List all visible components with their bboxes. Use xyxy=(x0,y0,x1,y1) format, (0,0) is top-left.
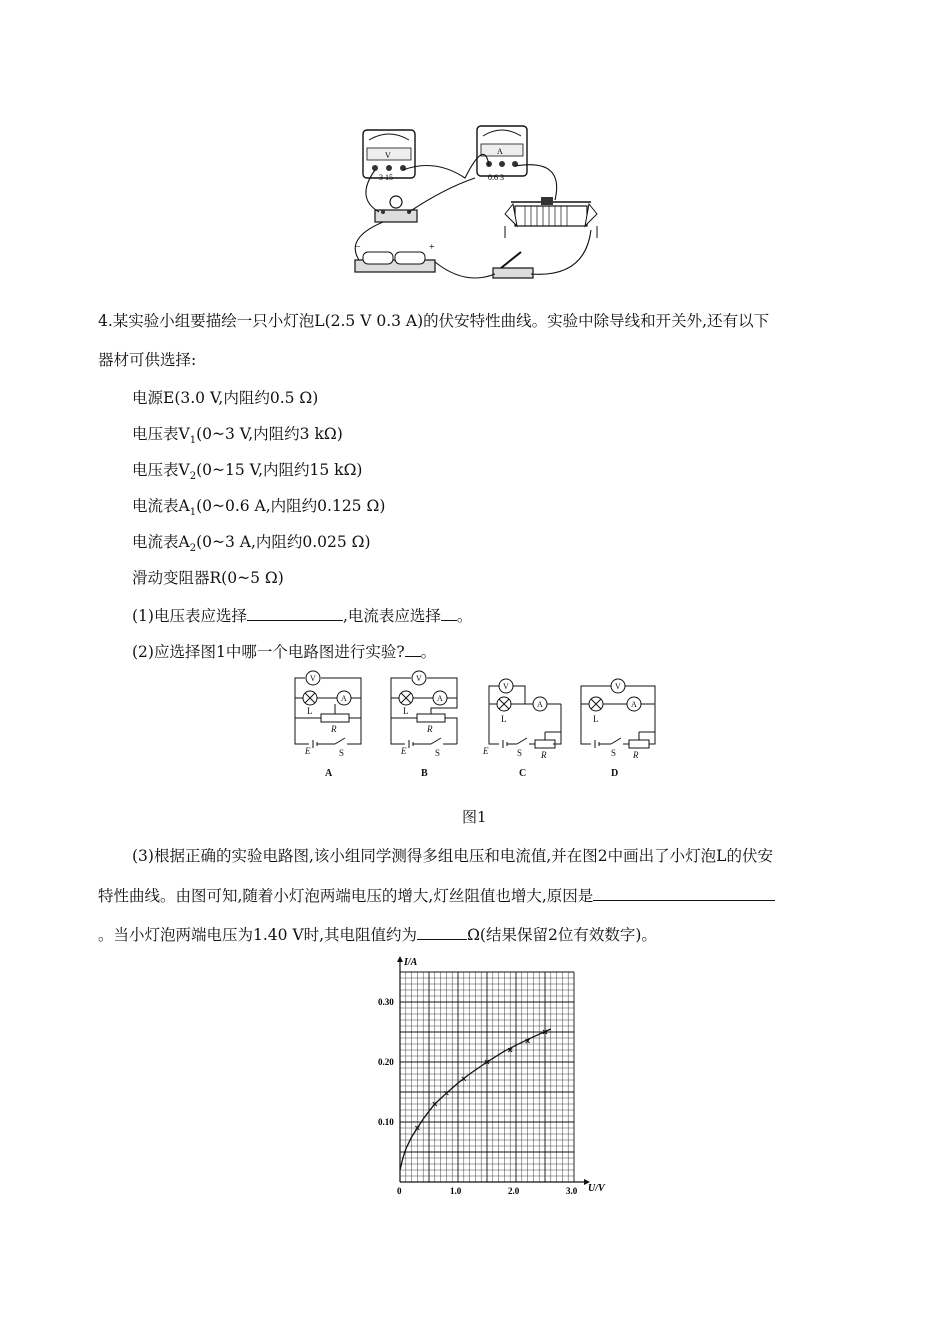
circuit-b-ammeter-label: A xyxy=(437,694,443,703)
equipment-item: 电流表$A_1(0\sim 0.6$ A,内阻约0.125 Ω) xyxy=(132,497,386,519)
equipment-item: 电源E(3.0 V,内阻约0.5 Ω) xyxy=(132,389,319,407)
question-intro-line1: 4.某实验小组要描绘一只小灯泡L(2.5 V 0.3 A)的伏安特性曲线。实验中除导线和开关外,还有以下 xyxy=(98,312,770,330)
circuit-d-voltmeter-label: V xyxy=(615,682,621,691)
ammeter-terminals: 0.6 3 xyxy=(488,173,504,182)
circuit-a-letter: A xyxy=(325,768,333,779)
circuit-b-voltmeter-label: V xyxy=(416,674,422,683)
answer-blank-voltmeter[interactable] xyxy=(247,604,343,621)
circuit-b xyxy=(391,671,457,748)
equipment-item: 电压表$V_2(0\sim 15$ V,内阻约15 kΩ) xyxy=(132,461,363,483)
circuit-c-voltmeter-label: V xyxy=(503,682,509,691)
circuit-a-ammeter-label: A xyxy=(341,694,347,703)
figure1-caption: 图1 xyxy=(462,808,487,826)
iu-characteristic-chart xyxy=(360,955,620,1200)
circuit-b-switch-label: S xyxy=(435,748,441,758)
question-part3-line2: 特性曲线。由图可知,随着小灯泡两端电压的增大,灯丝阻值也增大,原因是 xyxy=(98,884,775,906)
circuit-a xyxy=(295,671,361,748)
circuit-c xyxy=(489,679,561,748)
y-axis-arrow xyxy=(397,956,403,962)
chart-axes xyxy=(397,956,590,1185)
battery-plus: + xyxy=(429,242,435,253)
circuit-c-switch-label: S xyxy=(517,748,523,758)
circuit-b-rheostat-label: R xyxy=(427,724,433,734)
equipment-item: 电压表$V_1(0\sim 3$ V,内阻约3 kΩ) xyxy=(132,425,343,447)
circuit-c-ammeter-label: A xyxy=(537,700,543,709)
circuit-d-lamp-label: L xyxy=(593,714,599,724)
circuit-c-letter: C xyxy=(519,768,527,779)
x-tick-label: 0 xyxy=(397,1186,402,1196)
figure1-circuits xyxy=(285,668,665,786)
question-part3-line1: (3)根据正确的实验电路图,该小组同学测得多组电压和电流值,并在图2中画出了小灯泡L的伏安 xyxy=(132,847,773,865)
y-tick-label: 0.10 xyxy=(378,1117,394,1127)
x-tick-label: 2.0 xyxy=(508,1186,520,1196)
circuit-b-letter: B xyxy=(421,768,428,779)
y-tick-label: 0.30 xyxy=(378,997,394,1007)
x-tick-label: 1.0 xyxy=(450,1186,462,1196)
voltmeter-device xyxy=(363,130,415,182)
question-intro-line2: 器材可供选择: xyxy=(98,351,197,369)
question-part3-line3: 。当小灯泡两端电压为1.40 V时,其电阻值约为 Ω(结果保留2位有效数字)。 xyxy=(98,923,657,945)
battery-minus: − xyxy=(355,242,361,253)
y-tick-label: 0.20 xyxy=(378,1057,394,1067)
circuit-b-lamp-label: L xyxy=(403,706,409,716)
equipment-item: 滑动变阻器R(0~5 Ω) xyxy=(132,569,284,587)
rheostat-device xyxy=(505,197,597,238)
bulb-holder xyxy=(375,196,417,222)
apparatus-figure xyxy=(345,118,610,290)
answer-blank-circuit[interactable] xyxy=(405,640,421,657)
x-tick-label: 3.0 xyxy=(566,1186,578,1196)
circuit-a-switch-label: S xyxy=(339,748,345,758)
circuit-a-rheostat-label: R xyxy=(331,724,337,734)
answer-blank-resistance[interactable] xyxy=(417,923,467,940)
ammeter-label: A xyxy=(497,147,503,156)
x-axis-label: U/V xyxy=(588,1183,605,1194)
circuit-a-source-label: E xyxy=(305,746,311,756)
ammeter-device xyxy=(477,126,527,182)
voltmeter-label: V xyxy=(385,151,391,160)
chart-grid xyxy=(400,972,574,1182)
knife-switch xyxy=(493,252,533,278)
circuit-d-letter: D xyxy=(611,768,619,779)
question-part2: (2)应选择图1中哪一个电路图进行实验? 。 xyxy=(132,640,436,662)
chart-tick-labels xyxy=(378,997,578,1196)
equipment-item: 电流表$A_2(0\sim 3$ A,内阻约0.025 Ω) xyxy=(132,533,371,555)
circuit-c-source-label: E xyxy=(483,746,489,756)
circuit-d-ammeter-label: A xyxy=(631,700,637,709)
circuit-b-source-label: E xyxy=(401,746,407,756)
circuit-c-lamp-label: L xyxy=(501,714,507,724)
answer-blank-ammeter[interactable] xyxy=(441,604,457,621)
circuit-a-lamp-label: L xyxy=(307,706,313,716)
answer-blank-reason[interactable] xyxy=(593,884,775,901)
voltmeter-terminals: 3 15 xyxy=(379,173,393,182)
circuit-d-switch-label: S xyxy=(611,748,617,758)
question-part1: (1)电压表应选择 ,电流表应选择 。 xyxy=(132,604,472,626)
circuit-a-voltmeter-label: V xyxy=(310,674,316,683)
y-axis-label: I/A xyxy=(404,957,418,968)
battery-pack xyxy=(355,242,435,272)
circuit-c-rheostat-label: R xyxy=(541,750,547,760)
circuit-d-rheostat-label: R xyxy=(633,750,639,760)
